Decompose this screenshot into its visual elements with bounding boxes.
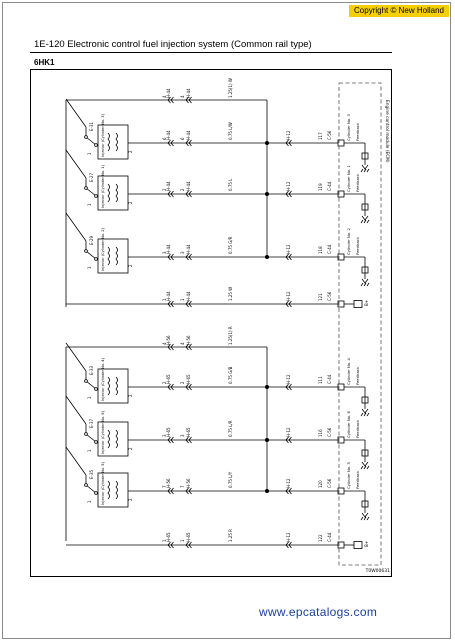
pin-number: 2: [180, 381, 185, 384]
switch-terminal: [95, 144, 98, 147]
coil-icon: [108, 430, 110, 448]
connector-label: H-56: [186, 478, 191, 488]
ground-symbol: [361, 513, 369, 520]
power-supply-block: [354, 542, 362, 549]
coil-icon: [108, 377, 110, 395]
injector-name: Injector (Cylinder No. 5): [101, 462, 105, 505]
coil-icon: [108, 481, 110, 499]
pin-number: 1: [87, 203, 92, 206]
injector-name: Injector (Cylinder No. 6): [101, 411, 105, 454]
connector-label: H-12: [286, 532, 291, 542]
pin-number: 6: [162, 137, 167, 140]
ecm-pin-number: 118: [318, 246, 323, 254]
switch-terminal: [85, 380, 88, 383]
connector-label: H-56: [166, 478, 171, 488]
ground-symbol: [361, 409, 369, 416]
connector-label: H-44: [186, 181, 191, 191]
coil-icon: [108, 184, 110, 202]
feedback-label: Feedback: [355, 366, 360, 385]
wire-spec: 1.25 W: [228, 286, 233, 301]
switch-terminal: [95, 258, 98, 261]
ecm-pin-number: 117: [318, 132, 323, 140]
injector-ref: E-27: [89, 172, 94, 182]
connector-label: H-12: [286, 181, 291, 191]
injector-ref: E-31: [89, 121, 94, 131]
coil-icon: [108, 133, 110, 151]
connector-label: H-44: [166, 88, 171, 98]
pin-number: 2: [128, 447, 133, 450]
cylinder-label: Cylinder No. 4: [346, 358, 351, 385]
bus-feed-line: [66, 447, 86, 475]
coil-icon: [116, 377, 118, 395]
wire-spec: 0.75 L/W: [228, 122, 233, 140]
pin-number: 1: [180, 298, 185, 301]
pin-number: 2: [128, 201, 133, 204]
pin-number: 4: [162, 95, 167, 98]
connector-label: H-65: [186, 532, 191, 542]
copyright-badge: Copyright © New Holland: [349, 5, 449, 17]
ecm-connector-label: C-44: [327, 181, 332, 191]
pin-number: 4: [180, 95, 185, 98]
injector-name: Injector (Cylinder No. 2): [101, 228, 105, 271]
coil-icon: [108, 247, 110, 265]
pin-number: 2: [128, 150, 133, 153]
figure-code: T0W00631: [365, 569, 390, 574]
ecm-pin-number: 122: [318, 534, 323, 542]
connector-label: H-65: [166, 532, 171, 542]
page-title: 1E-120 Electronic control fuel injection system (Common rail type): [34, 39, 312, 50]
cylinder-label: Cylinder No. 1: [346, 165, 351, 192]
footer-website-link[interactable]: www.epcatalogs.com: [259, 605, 378, 619]
coil-icon: [116, 184, 118, 202]
wire-spec: 0.75 L/Y: [228, 471, 233, 488]
connector-label: H-44: [186, 244, 191, 254]
splice-dot: [265, 385, 268, 388]
cylinder-label: Cylinder No. 6: [346, 411, 351, 438]
connector-label: H-12: [286, 374, 291, 384]
coil-icon: [116, 481, 118, 499]
pin-number: 7: [162, 485, 167, 488]
wire-spec: 1.25(1) R: [228, 326, 233, 345]
feedback-label: Feedback: [355, 173, 360, 192]
connector-label: H-56: [166, 335, 171, 345]
pin-number: 1: [87, 500, 92, 503]
coil-icon: [116, 430, 118, 448]
switch-blade: [86, 434, 96, 442]
pin-number: 3: [180, 251, 185, 254]
coil-icon: [116, 247, 118, 265]
injector-ref: E-37: [89, 418, 94, 428]
cylinder-label: Cylinder No. 2: [346, 228, 351, 255]
pin-number: 7: [180, 485, 185, 488]
bus-feed-line: [66, 213, 86, 241]
feedback-label: Feedback: [355, 236, 360, 255]
ecm-connector-label: C-56: [327, 478, 332, 488]
switch-terminal: [85, 187, 88, 190]
connector-label: H-65: [166, 427, 171, 437]
connector-label: H-56: [186, 335, 191, 345]
injector-name: Injector (Cylinder No. 1): [101, 165, 105, 208]
connector-label: H-44: [186, 130, 191, 140]
pin-number: 1: [162, 539, 167, 542]
injector-ref: E-35: [89, 469, 94, 479]
connector-label: H-65: [186, 374, 191, 384]
ecm-connector-label: C-44: [327, 244, 332, 254]
injector-ref: E-29: [89, 235, 94, 245]
pin-number: 1: [162, 298, 167, 301]
connector-label: H-44: [166, 130, 171, 140]
connector-label: H-44: [186, 88, 191, 98]
power-supply-block: [354, 301, 362, 308]
ecm-pin-number: 116: [318, 429, 323, 437]
splice-dot: [265, 438, 268, 441]
ecm-connector-label: C-56: [327, 291, 332, 301]
battery-plus-label: B+: [364, 299, 369, 306]
injector-name: Injector (Cylinder No. 3): [101, 114, 105, 157]
wire-spec: 0.75 G/B: [228, 366, 233, 384]
pin-number: 1: [87, 396, 92, 399]
pin-number: 4: [162, 342, 167, 345]
bus-feed-line: [66, 99, 86, 127]
feedback-label: Feedback: [355, 122, 360, 141]
splice-dot: [265, 489, 268, 492]
pin-number: 3: [162, 251, 167, 254]
switch-terminal: [95, 195, 98, 198]
ecm-pin-number: 120: [318, 480, 323, 488]
wire-spec: 0.75 L: [228, 178, 233, 191]
ecm-connector-label: C-56: [327, 427, 332, 437]
ecm-connector-label: C-44: [327, 374, 332, 384]
pin-number: 3: [162, 434, 167, 437]
connector-label: H-44: [166, 291, 171, 301]
switch-blade: [86, 188, 96, 196]
pin-number: 6: [180, 137, 185, 140]
ecm-connector-label: C-44: [327, 532, 332, 542]
switch-blade: [86, 251, 96, 259]
connector-label: H-44: [166, 244, 171, 254]
switch-terminal: [95, 441, 98, 444]
splice-dot: [265, 192, 268, 195]
cylinder-label: Cylinder No. 5: [346, 462, 351, 489]
engine-model-label: 6HK1: [34, 58, 55, 67]
bus-feed-line: [66, 150, 86, 178]
ecm-connector-label: C-56: [327, 130, 332, 140]
connector-label: H-12: [286, 244, 291, 254]
connector-label: H-12: [286, 130, 291, 140]
ecm-label: Engine control module (ECM): [384, 100, 389, 163]
connector-label: H-12: [286, 478, 291, 488]
splice-dot: [265, 141, 268, 144]
connector-label: H-65: [166, 374, 171, 384]
pin-number: 4: [180, 342, 185, 345]
switch-terminal: [95, 388, 98, 391]
switch-blade: [86, 137, 96, 145]
pin-number: 1: [87, 152, 92, 155]
pin-number: 2: [162, 381, 167, 384]
switch-terminal: [85, 433, 88, 436]
pin-number: 2: [180, 188, 185, 191]
ground-symbol: [361, 462, 369, 469]
connector-label: H-12: [286, 291, 291, 301]
bus-feed-line: [66, 396, 86, 424]
pin-number: 3: [180, 434, 185, 437]
connector-label: H-12: [286, 427, 291, 437]
injector-ref: E-33: [89, 365, 94, 375]
switch-terminal: [85, 484, 88, 487]
switch-terminal: [85, 250, 88, 253]
cylinder-label: Cylinder No. 3: [346, 114, 351, 141]
switch-blade: [86, 381, 96, 389]
switch-blade: [86, 485, 96, 493]
ecm-pin-number: 121: [318, 293, 323, 301]
splice-dot: [265, 255, 268, 258]
injector-name: Injector (Cylinder No. 4): [101, 358, 105, 401]
feedback-label: Feedback: [355, 470, 360, 489]
coil-icon: [116, 133, 118, 151]
pin-number: 2: [128, 264, 133, 267]
ground-symbol: [361, 279, 369, 286]
pin-number: 1: [87, 266, 92, 269]
ground-symbol: [361, 165, 369, 172]
connector-label: H-44: [186, 291, 191, 301]
wire-spec: 0.75 G/R: [228, 236, 233, 254]
pin-number: 2: [128, 394, 133, 397]
pin-number: 2: [128, 498, 133, 501]
pin-number: 1: [87, 449, 92, 452]
ground-symbol: [361, 216, 369, 223]
connector-label: H-65: [186, 427, 191, 437]
wire-spec: 1.25 R: [228, 529, 233, 542]
switch-terminal: [95, 492, 98, 495]
wire-spec: 1.25(1) W: [228, 78, 233, 98]
ecm-pin-number: 111: [318, 376, 323, 384]
pin-number: 2: [162, 188, 167, 191]
ecm-pin-number: 119: [318, 183, 323, 191]
feedback-label: Feedback: [355, 419, 360, 438]
battery-plus-label: B+: [364, 540, 369, 547]
ecm-outline: [339, 83, 381, 565]
switch-terminal: [85, 136, 88, 139]
pin-number: 1: [180, 539, 185, 542]
wire-spec: 0.75 L/R: [228, 420, 233, 437]
connector-label: H-44: [166, 181, 171, 191]
